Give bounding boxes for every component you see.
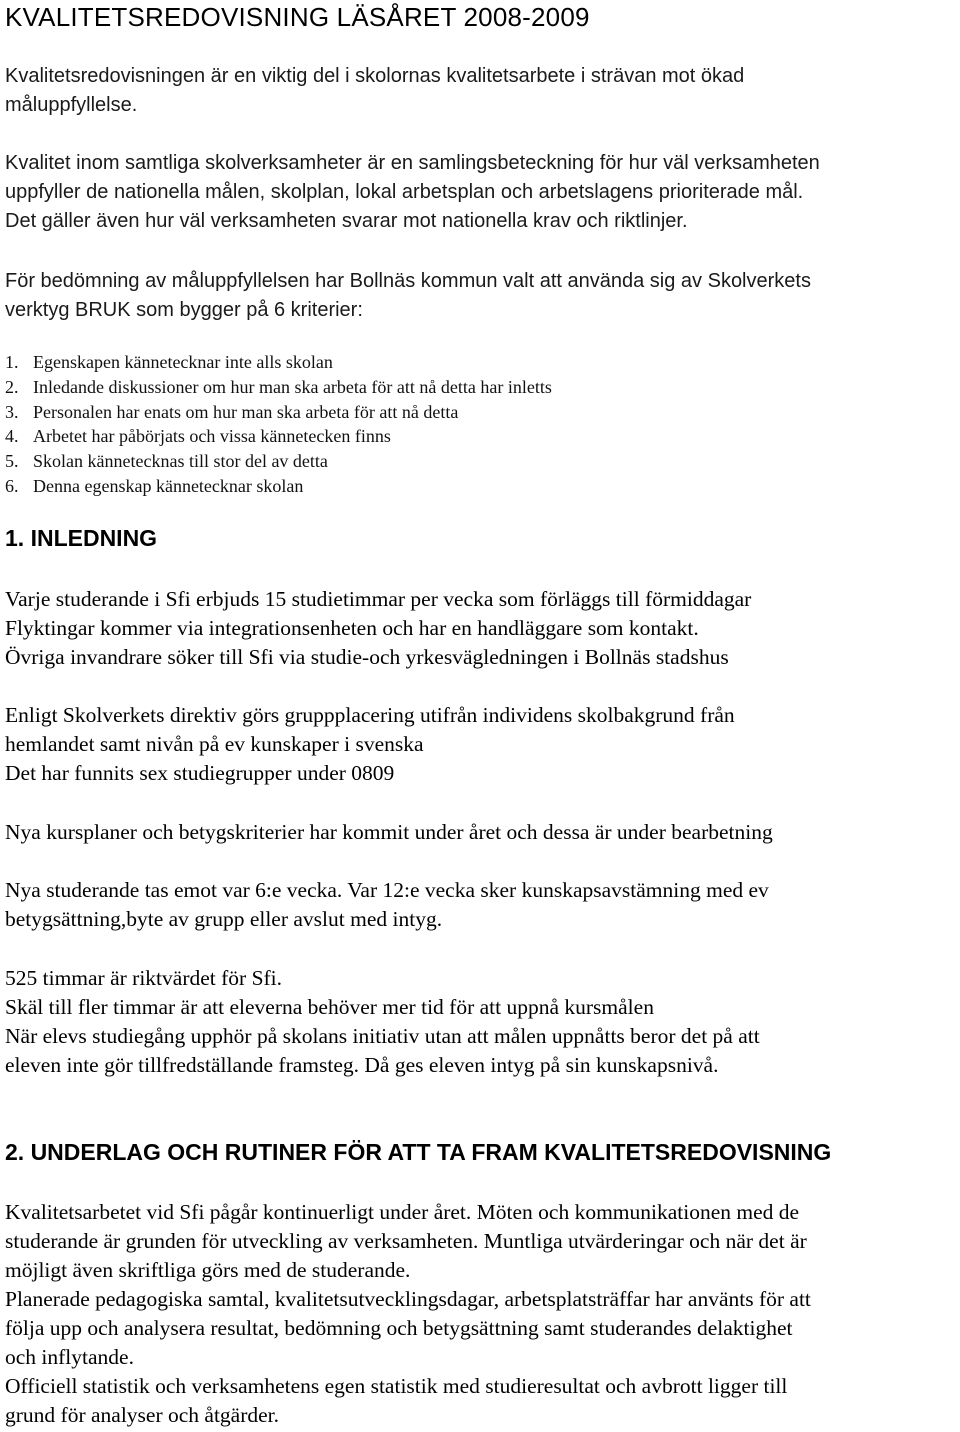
text-line: Nya studerande tas emot var 6:e vecka. Var 12:e vecka sker kunskapsavstämning med ev — [5, 878, 769, 902]
text-line: betygsättning,byte av grupp eller avslut med intyg. — [5, 907, 443, 931]
text-line: Varje studerande i Sfi erbjuds 15 studietimmar per vecka som förläggs till förmiddagar — [5, 587, 752, 611]
text-line: Flyktingar kommer via integrationsenheten och har en handläggare som kontakt. — [5, 616, 699, 640]
section-1-paragraph-3 — [5, 818, 955, 847]
text-line: Officiell statistik och verksamhetens egen statistik med studieresultat och avbrott ligger till — [5, 1374, 788, 1398]
document-title: KVALITETSREDOVISNING LÄSÅRET 2008-2009 — [5, 2, 590, 32]
list-number: 1. — [5, 352, 19, 372]
list-text: Arbetet har påbörjats och vissa kännetecken finns — [33, 426, 391, 447]
text-line: uppfyller de nationella målen, skolplan, lokal arbetsplan och arbetslagens prioriterade mål. — [5, 181, 804, 203]
text-line: grund för analyser och åtgärder. — [5, 1403, 280, 1427]
criteria-list — [5, 350, 552, 499]
list-text: Inledande diskussioner om hur man ska arbeta för att nå detta har inletts — [33, 376, 552, 397]
section-2-heading: 2. UNDERLAG OCH RUTINER FÖR ATT TA FRAM KVALITETSREDOVISNING — [5, 1139, 832, 1165]
text-line: För bedömning av måluppfyllelsen har Bollnäs kommun valt att använda sig av Skolverkets — [5, 270, 811, 292]
text-line: Kvalitetsredovisningen är en viktig del i skolornas kvalitetsarbete i strävan mot ökad — [5, 65, 745, 87]
text-line: måluppfyllelse. — [5, 94, 138, 116]
section-1-paragraph-2 — [5, 701, 955, 788]
list-text: Personalen har enats om hur man ska arbeta för att nå detta — [33, 401, 459, 422]
list-text: Denna egenskap kännetecknar skolan — [33, 475, 304, 496]
text-line: Övriga invandrare söker till Sfi via studie-och yrkesvägledningen i Bollnäs stadshus — [5, 645, 729, 669]
list-number: 2. — [5, 376, 19, 397]
text-line: Planerade pedagogiska samtal, kvalitetsutvecklingsdagar, arbetsplatsträffar har använts för att — [5, 1287, 811, 1311]
text-line: Nya kursplaner och betygskriterier har kommit under året och dessa är under bearbetning — [5, 820, 773, 844]
list-number: 5. — [5, 451, 19, 472]
intro-paragraph-1 — [5, 62, 955, 120]
section-2-paragraph-1 — [5, 1198, 955, 1430]
list-text: Skolan kännetecknas till stor del av detta — [33, 451, 328, 472]
section-1-paragraph-1 — [5, 585, 955, 672]
text-line: Det har funnits sex studiegrupper under 0809 — [5, 761, 395, 785]
intro-paragraph-3 — [5, 267, 955, 325]
section-1-heading: 1. INLEDNING — [5, 525, 158, 551]
text-line: 525 timmar är riktvärdet för Sfi. — [5, 966, 283, 990]
text-line: Enligt Skolverkets direktiv görs gruppplacering utifrån individens skolbakgrund från — [5, 703, 735, 727]
intro-paragraph-2 — [5, 149, 955, 236]
text-line: följa upp och analysera resultat, bedömning och betygsättning samt studerandes delaktighet — [5, 1316, 793, 1340]
text-line: Kvalitetsarbetet vid Sfi pågår kontinuerligt under året. Möten och kommunikationen med de — [5, 1200, 800, 1224]
list-item — [5, 350, 552, 375]
text-line: studerande är grunden för utveckling av verksamheten. Muntliga utvärderingar och när det är — [5, 1229, 807, 1253]
text-line: Det gäller även hur väl verksamheten svarar mot nationella krav och riktlinjer. — [5, 210, 688, 232]
text-line: och inflytande. — [5, 1345, 134, 1369]
text-line: verktyg BRUK som bygger på 6 kriterier: — [5, 299, 363, 321]
list-item — [5, 449, 552, 474]
list-item — [5, 400, 552, 425]
list-number: 4. — [5, 426, 19, 447]
text-line: eleven inte gör tillfredställande framsteg. Då ges eleven intyg på sin kunskapsnivå. — [5, 1053, 719, 1077]
text-line: Skäl till fler timmar är att eleverna behöver mer tid för att uppnå kursmålen — [5, 995, 654, 1019]
section-1-paragraph-5 — [5, 964, 955, 1080]
text-line: möjligt även skriftliga görs med de studerande. — [5, 1258, 411, 1282]
text-line: Kvalitet inom samtliga skolverksamheter är en samlingsbeteckning för hur väl verksamheten — [5, 152, 820, 174]
list-item — [5, 474, 552, 499]
text-line: hemlandet samt nivån på ev kunskaper i svenska — [5, 732, 424, 756]
text-line: När elevs studiegång upphör på skolans initiativ utan att målen uppnåtts beror det på att — [5, 1024, 760, 1048]
list-item — [5, 375, 552, 400]
section-1-paragraph-4 — [5, 876, 955, 934]
list-item — [5, 424, 552, 449]
list-text: Egenskapen kännetecknar inte alls skolan — [33, 352, 333, 372]
list-number: 6. — [5, 475, 19, 496]
list-number: 3. — [5, 401, 19, 422]
